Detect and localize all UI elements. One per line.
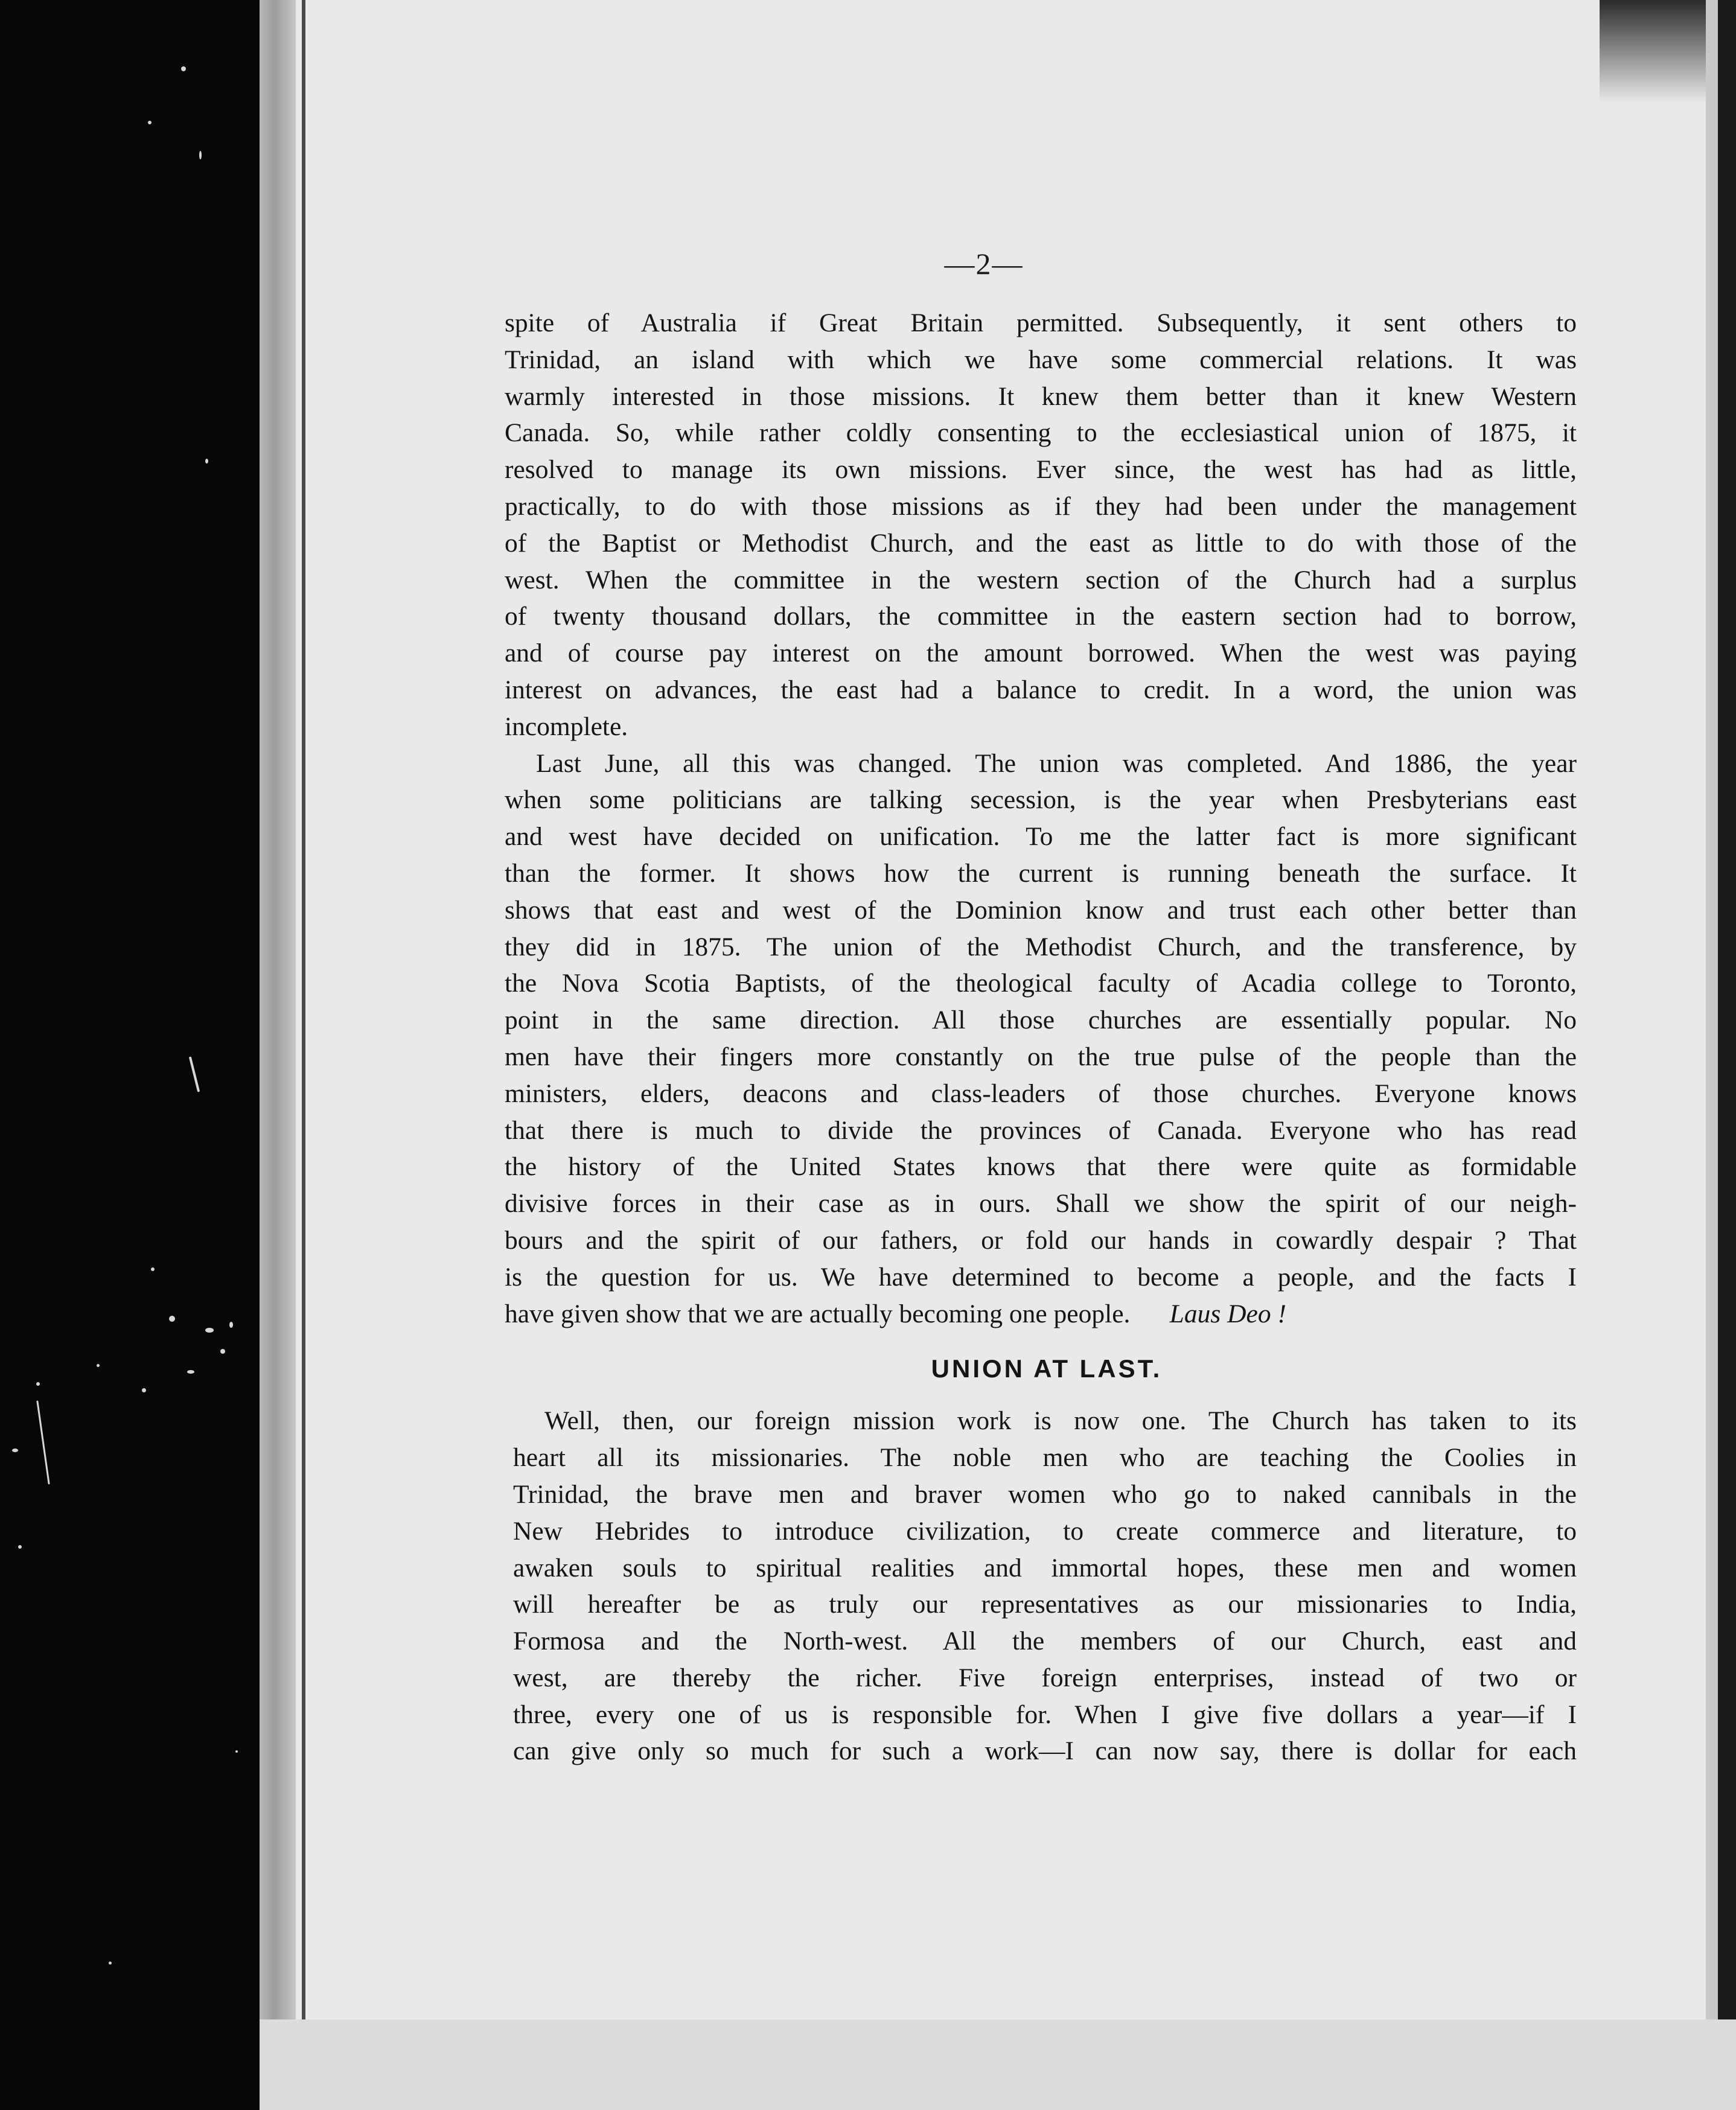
- text-line: Last June, all this was changed. The union was completed. And 1886, the year: [536, 748, 1577, 778]
- scan-speck: [148, 121, 152, 124]
- page-binding-line: [302, 0, 305, 2110]
- text-line: that there is much to divide the provinces of Canada. Everyone who has read: [505, 1115, 1577, 1145]
- section-heading: UNION AT LAST.: [931, 1354, 1163, 1383]
- text-line: is the question for us. We have determined to become a people, and the facts I: [505, 1262, 1577, 1292]
- text-line: awaken souls to spiritual realities and immortal hopes, these men and women: [513, 1553, 1577, 1582]
- text-line: ministers, elders, deacons and class-leaders of those churches. Everyone knows: [505, 1079, 1577, 1108]
- text-line: will hereafter be as truly our representatives as our missionaries to India,: [513, 1590, 1577, 1619]
- text-line: Trinidad, the brave men and braver women who go to naked cannibals in the: [513, 1479, 1577, 1509]
- text-line: Well, then, our foreign mission work is now one. The Church has taken to its: [544, 1406, 1577, 1436]
- text-line: west. When the committee in the western section of the Church had a surplus: [505, 565, 1577, 594]
- scan-speck: [36, 1382, 40, 1386]
- page-binding-edge: [260, 0, 296, 2110]
- text-line: Trinidad, an island with which we have some commercial relations. It was: [505, 345, 1577, 374]
- scan-speck: [36, 1400, 49, 1484]
- paragraph-3: [505, 1403, 1577, 1770]
- text-line: warmly interested in those missions. It knew them better than it knew Western: [505, 381, 1577, 411]
- body-text: [505, 305, 1577, 1770]
- scan-speck: [187, 1370, 194, 1374]
- text-line: resolved to manage its own missions. Ever since, the west has had as little,: [505, 455, 1577, 485]
- text-line: incomplete.: [505, 712, 628, 741]
- scan-speck: [109, 1962, 112, 1965]
- text-line: they did in 1875. The union of the Methodist Church, and the transference, by: [505, 932, 1577, 961]
- scan-speck: [235, 1750, 238, 1753]
- text-line: [505, 1296, 1577, 1333]
- paragraph-2: [505, 745, 1577, 1333]
- text-line: and of course pay interest on the amount borrowed. When the west was paying: [505, 639, 1577, 668]
- text-line: Formosa and the North-west. All the members of our Church, east and: [513, 1627, 1577, 1656]
- text-line: practically, to do with those missions as if they had been under the management: [505, 491, 1577, 521]
- text-line: three, every one of us is responsible for. When I give five dollars a year—if I: [513, 1700, 1577, 1729]
- text-line: the history of the United States knows that there were quite as formidable: [505, 1152, 1577, 1182]
- text-line: Canada. So, while rather coldly consenting to the ecclesiastical union of 1875, it: [505, 418, 1577, 448]
- scan-speck: [151, 1267, 155, 1271]
- text-line: and west have decided on unification. To me the latter fact is more significant: [505, 822, 1577, 852]
- scan-speck: [18, 1545, 22, 1549]
- page-right-edge: [1706, 0, 1718, 2110]
- scan-speck: [205, 459, 208, 464]
- text-line: of twenty thousand dollars, the committee in the eastern section had to borrow,: [505, 602, 1577, 631]
- page-bottom-band: [260, 2019, 1736, 2110]
- text-line: than the former. It shows how the current is running beneath the surface. It: [505, 858, 1577, 888]
- latin-phrase: Laus Deo !: [1169, 1299, 1286, 1328]
- text-line: bours and the spirit of our fathers, or fold our hands in cowardly despair ? That: [505, 1225, 1577, 1255]
- scan-speck: [205, 1328, 214, 1333]
- scan-speck: [12, 1449, 18, 1452]
- text-line: when some politicians are talking secession, is the year when Presbyterians east: [505, 785, 1577, 815]
- scan-speck: [220, 1349, 225, 1354]
- paragraph-1: [505, 305, 1577, 745]
- scan-speck: [97, 1364, 100, 1367]
- scan-speck: [199, 151, 202, 159]
- scan-speck: [169, 1316, 175, 1322]
- scan-speck: [189, 1056, 200, 1092]
- text-line: divisive forces in their case as in ours. Shall we show the spirit of our neigh-: [505, 1189, 1577, 1219]
- text-line: shows that east and west of the Dominion know and trust each other better than: [505, 895, 1577, 925]
- text-line: west, are thereby the richer. Five foreign enterprises, instead of two or: [513, 1663, 1577, 1692]
- text-line: New Hebrides to introduce civilization, to create commerce and literature, to: [513, 1516, 1577, 1546]
- text-line: can give only so much for such a work—I can now say, there is dollar for each: [513, 1736, 1577, 1766]
- text-line-body: have given show that we are actually becoming one people.: [505, 1299, 1131, 1328]
- text-line: men have their fingers more constantly on the true pulse of the people than the: [505, 1042, 1577, 1071]
- scan-speck: [181, 66, 186, 71]
- text-line: of the Baptist or Methodist Church, and the east as little to do with those of the: [505, 528, 1577, 558]
- scan-right-border: [1718, 0, 1736, 2110]
- text-line: interest on advances, the east had a balance to credit. In a word, the union was: [505, 675, 1577, 704]
- text-line: heart all its missionaries. The noble men who are teaching the Coolies in: [513, 1443, 1577, 1473]
- text-line: the Nova Scotia Baptists, of the theological faculty of Acadia college to Toronto,: [505, 969, 1577, 998]
- scan-speck: [229, 1322, 233, 1328]
- text-line: spite of Australia if Great Britain permitted. Subsequently, it sent others to: [505, 308, 1577, 337]
- text-line: point in the same direction. All those churches are essentially popular. No: [505, 1006, 1577, 1035]
- scan-dark-margin: [0, 0, 260, 2110]
- scan-speck: [142, 1388, 146, 1392]
- page-number: —2—: [944, 247, 1024, 281]
